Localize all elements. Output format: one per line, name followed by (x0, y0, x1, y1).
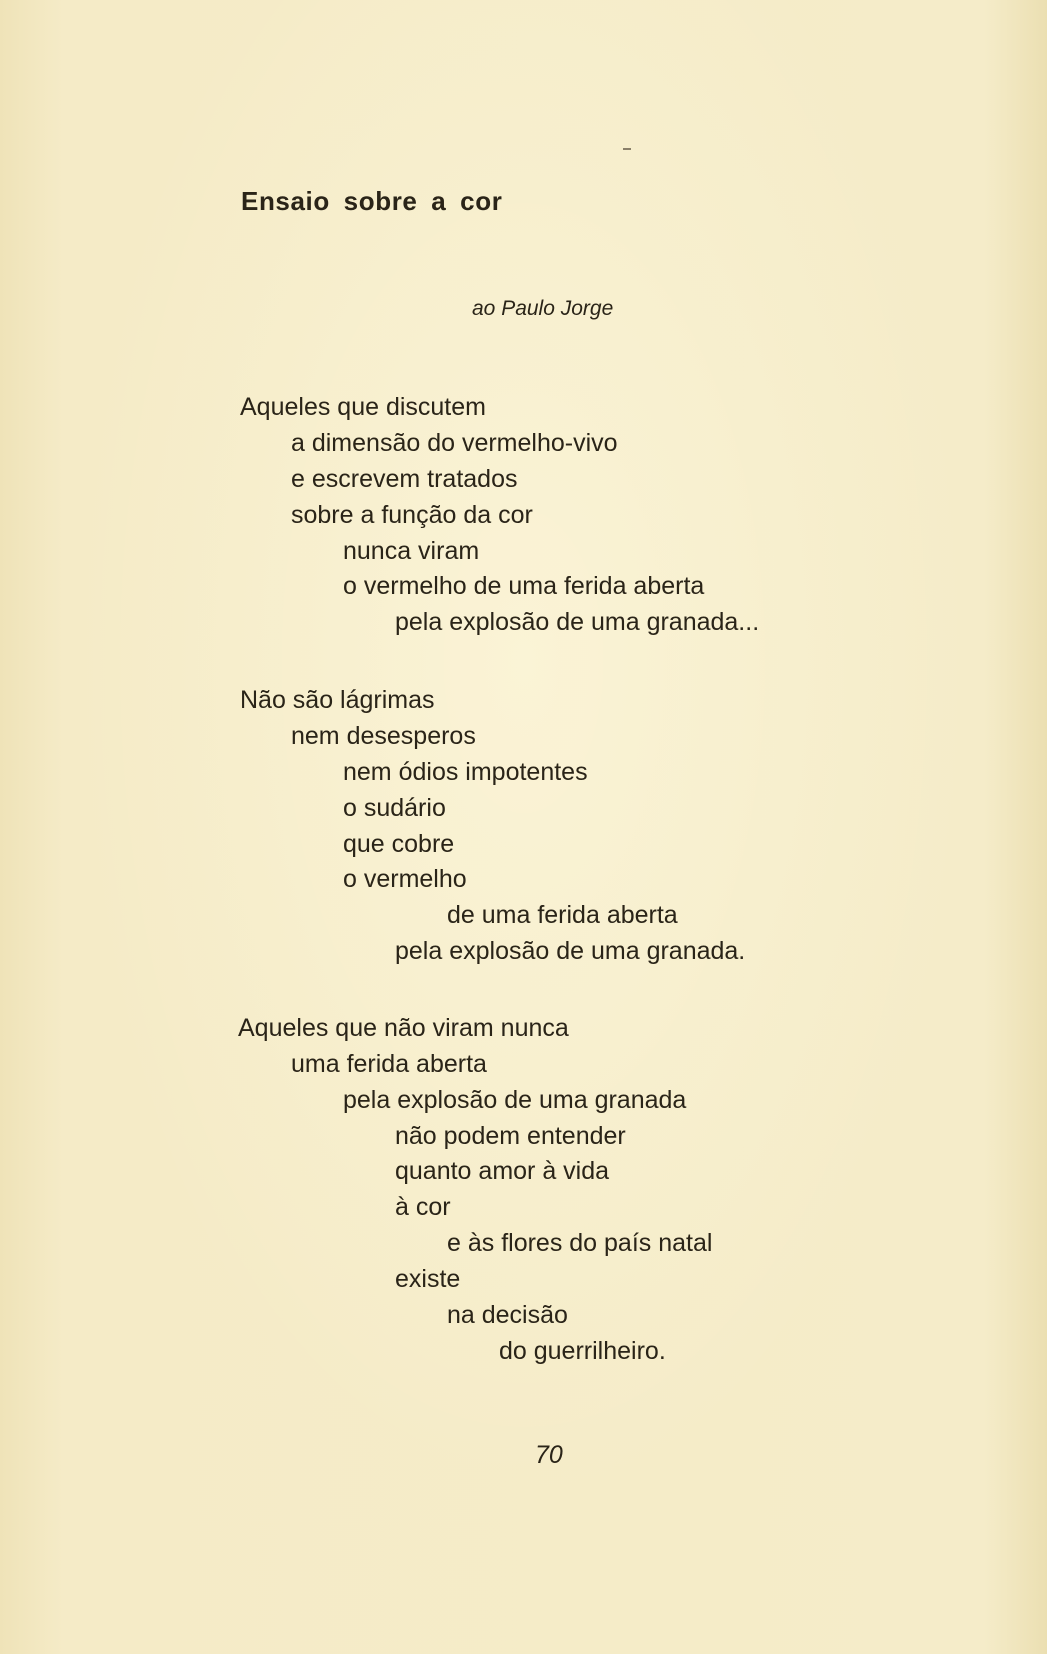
poem-line: uma ferida aberta (291, 1050, 487, 1078)
poem-line: o vermelho (343, 865, 467, 893)
poem-line: do guerrilheiro. (499, 1337, 666, 1365)
poem-line: o vermelho de uma ferida aberta (343, 572, 705, 600)
poem-line: quanto amor à vida (395, 1157, 610, 1185)
poem-line: nunca viram (343, 537, 480, 565)
poem-line: e escrevem tratados (291, 465, 518, 493)
poem-line: Não são lágrimas (240, 686, 435, 714)
poem-line: na decisão (447, 1301, 568, 1329)
poem-line: de uma ferida aberta (447, 901, 678, 929)
page-number: 70 (535, 1441, 563, 1469)
poem-line: existe (395, 1265, 461, 1293)
poem-line: pela explosão de uma granada (343, 1086, 687, 1114)
poem-dedication: ao Paulo Jorge (472, 297, 614, 320)
poem-line: nem desesperos (291, 722, 476, 750)
poem-line: Aqueles que discutem (240, 393, 486, 421)
poem-line: pela explosão de uma granada... (395, 608, 760, 636)
print-mark (623, 148, 631, 150)
poem-line: à cor (395, 1193, 451, 1221)
poem-title: Ensaio sobre a cor (241, 186, 503, 216)
poem-line: não podem entender (395, 1122, 626, 1150)
poem-line: e às flores do país natal (447, 1229, 713, 1257)
poem-line: nem ódios impotentes (343, 758, 588, 786)
poem-line: a dimensão do vermelho-vivo (291, 429, 618, 457)
poem-line: o sudário (343, 794, 446, 822)
poem-line: sobre a função da cor (291, 501, 533, 529)
poem-line: pela explosão de uma granada. (395, 937, 746, 965)
poem-line: que cobre (343, 830, 455, 858)
poem-line: Aqueles que não viram nunca (238, 1014, 569, 1042)
